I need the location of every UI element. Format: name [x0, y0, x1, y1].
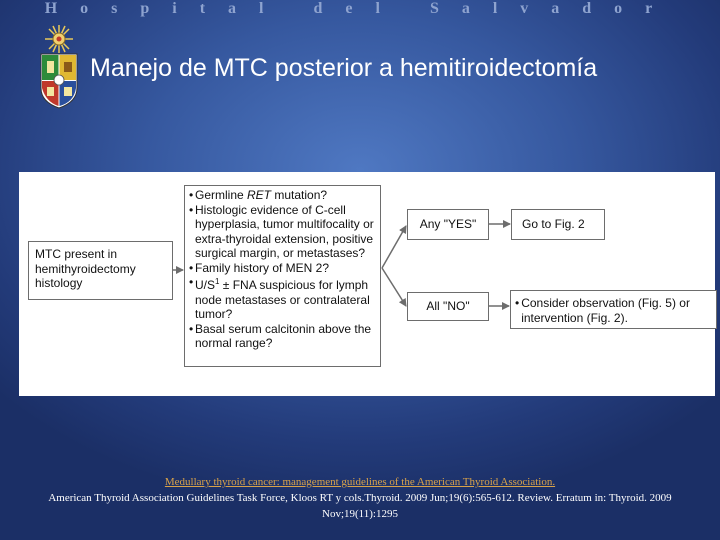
criteria-item-ultrasound: • $U/S^1$ ± FNA suspicious for lymph node metastases or contralateral tumor? — [189, 275, 376, 322]
footnote-marker: 1 — [215, 277, 220, 286]
criteria-list — [189, 188, 376, 351]
criteria-item-histology: • Histologic evidence of C-cell hyperplasia, tumor multifocality or extra-thyroidal extension, positive surgical margin, or metastases? — [189, 203, 376, 261]
hospital-name: Hospital del Salvador — [44, 0, 676, 17]
criteria-item-calcitonin: • Basal serum calcitonin above the normal range? — [189, 322, 376, 351]
ret-gene-text: RET — [247, 188, 272, 202]
all-no-box: All "NO" — [407, 292, 489, 321]
criteria-box — [184, 185, 381, 367]
citation — [30, 474, 690, 522]
go-to-fig2-box: Go to Fig. 2 — [511, 209, 605, 240]
consider-bullet: • — [515, 296, 520, 310]
criteria-item-family-history: • Family history of MEN 2? — [189, 261, 376, 276]
arrow-criteria-to-no — [382, 268, 406, 306]
slide-title: Manejo de MTC posterior a hemitiroidectomía — [90, 54, 598, 82]
citation-link[interactable]: Medullary thyroid cancer: management guidelines of the American Thyroid Association. — [164, 476, 556, 488]
start-box: MTC present in hemithyroidectomy histology — [28, 241, 173, 300]
consider-observation-box — [510, 290, 717, 329]
arrow-criteria-to-yes — [382, 226, 406, 268]
citation-reference: American Thyroid Association Guidelines Task Force, Kloos RT y cols.Thyroid. 2009 Jun;19(6):565-612. Review. Erratum in: Thyroid. 2009 Nov;19(11):1295 — [48, 492, 672, 520]
flowchart-panel — [19, 172, 715, 396]
any-yes-box: Any "YES" — [407, 209, 489, 240]
criteria-item-ret: • Germline RET mutation? — [189, 188, 376, 203]
university-crest-icon — [36, 22, 82, 110]
consider-text: Consider observation (Fig. 5) or intervention (Fig. 2). — [521, 296, 690, 325]
